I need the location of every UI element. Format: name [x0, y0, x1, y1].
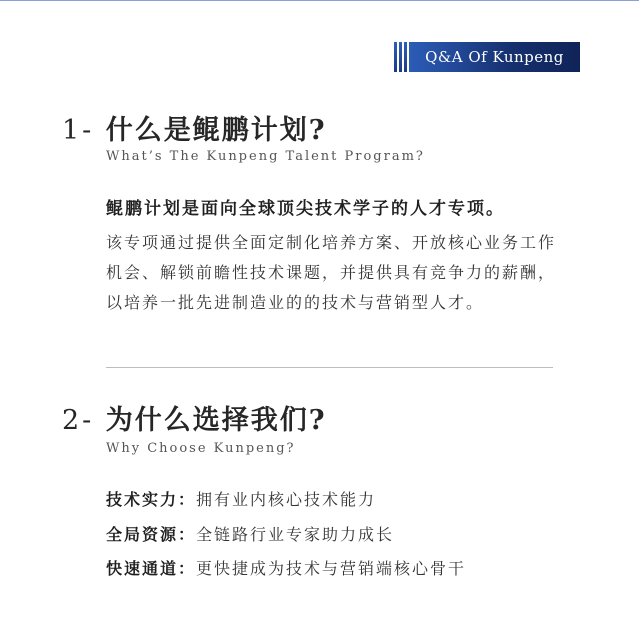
feature-value: 拥有业内核心技术能力 [196, 490, 377, 509]
section1-lead: 鲲鹏计划是面向全球顶尖技术学子的人才专项。 [106, 199, 505, 219]
feature-key: 全局资源： [106, 525, 197, 544]
section1-title: 什么是鲲鹏计划? [105, 115, 327, 146]
section1-subtitle: What’s The Kunpeng Talent Program? [106, 149, 425, 164]
qa-tag-label: Q&A Of Kunpeng [409, 42, 580, 72]
qa-tag [394, 42, 580, 72]
section-divider [106, 367, 553, 368]
feature-value: 全链路行业专家助力成长 [196, 525, 395, 544]
feature-value: 更快捷成为技术与营销端核心骨干 [196, 559, 467, 578]
feature-item [106, 522, 394, 545]
section2-title: 为什么选择我们? [105, 405, 327, 436]
feature-item [106, 487, 376, 510]
feature-item [106, 556, 466, 579]
feature-key: 快速通道： [106, 559, 197, 578]
section2-subtitle: Why Choose Kunpeng? [106, 441, 296, 456]
top-border-line [0, 0, 639, 1]
section1-heading [62, 108, 327, 147]
section2-number: 2- [62, 405, 95, 436]
section1-body: 该专项通过提供全面定制化培养方案、开放核心业务工作机会、解锁前瞻性技术课题，并提供具有竞争力的薪酬，以培养一批先进制造业的的技术与营销型人才。 [106, 233, 557, 312]
tag-stripes-decoration [394, 42, 409, 72]
section2-heading [62, 398, 327, 437]
feature-key: 技术实力： [106, 490, 197, 509]
section1-number: 1- [62, 115, 95, 146]
